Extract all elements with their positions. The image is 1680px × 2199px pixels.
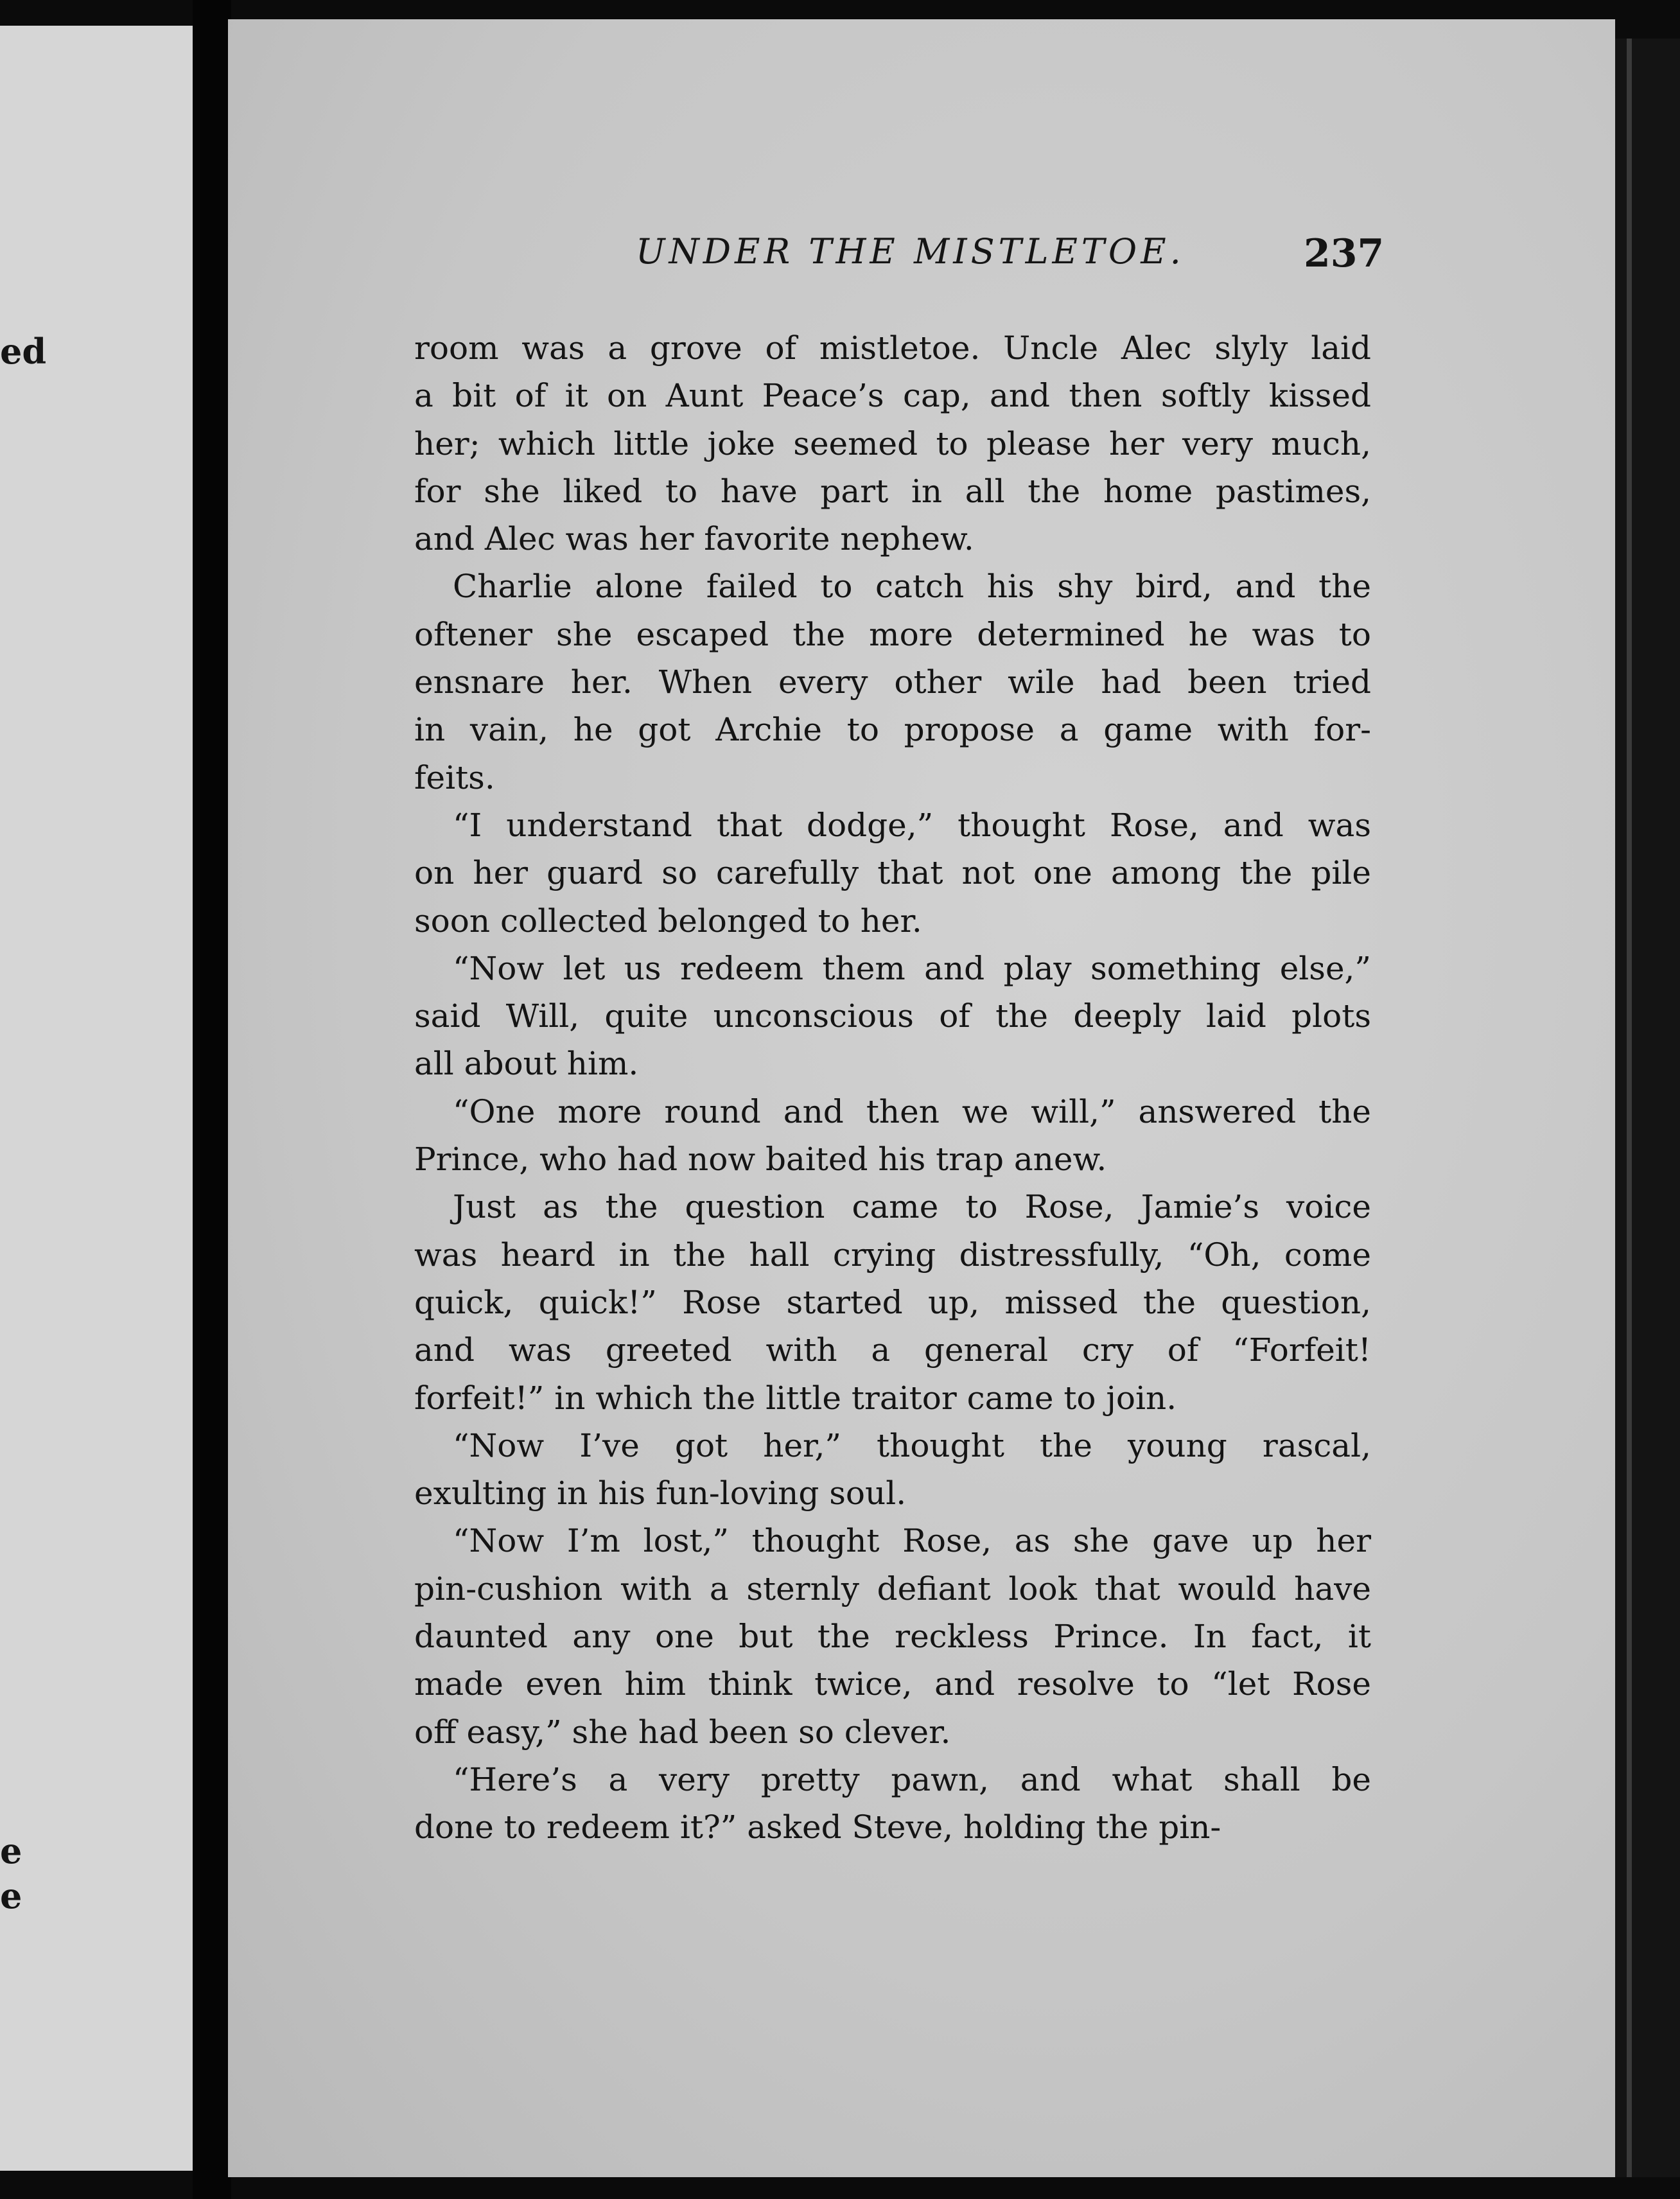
text-line: Charlie alone failed to catch his shy bird, and the <box>453 568 1371 606</box>
text-line: Prince, who had now baited his trap anew. <box>414 1141 1107 1178</box>
text-line: said Will, quite unconscious of the deeply laid plots <box>414 997 1371 1035</box>
book-gutter <box>193 0 231 2199</box>
text-line: feits. <box>414 758 495 796</box>
text-line: on her guard so carefully that not one among the pile <box>414 854 1371 892</box>
left-page-fragment: e <box>0 1830 22 1871</box>
text-line: “Here’s a very pretty pawn, and what shall be <box>453 1760 1371 1798</box>
text-line: for she liked to have part in all the home pastimes, <box>414 472 1371 510</box>
text-line: in vain, he got Archie to propose a game with for- <box>414 711 1371 749</box>
paragraph <box>414 324 1371 563</box>
text-line: Just as the question came to Rose, Jamie’s voice <box>453 1188 1371 1226</box>
text-line: room was a grove of mistletoe. Uncle Alec slyly laid <box>414 329 1371 367</box>
paragraph <box>414 945 1371 1088</box>
text-line: was heard in the hall crying distressfully, “Oh, come <box>414 1236 1371 1274</box>
text-line: “Now let us redeem them and play something else,” <box>453 949 1371 987</box>
paragraph <box>414 563 1371 801</box>
running-head: UNDER THE MISTLETOE. <box>636 231 1185 272</box>
text-line: “One more round and then we will,” answered the <box>453 1092 1371 1130</box>
paragraph <box>414 802 1371 945</box>
paragraph <box>414 1088 1371 1184</box>
paragraph <box>414 1517 1371 1755</box>
body-text <box>414 324 1371 1852</box>
text-line: quick, quick!” Rose started up, missed the question, <box>414 1283 1371 1321</box>
left-page-fragment: ed <box>0 331 47 372</box>
text-line: a bit of it on Aunt Peace’s cap, and then softly kissed <box>414 377 1371 415</box>
text-line: daunted any one but the reckless Prince. In fact, it <box>414 1618 1371 1656</box>
paragraph <box>414 1422 1371 1518</box>
text-line: pin-cushion with a sternly defiant look that would have <box>414 1570 1371 1608</box>
text-line: done to redeem it?” asked Steve, holding the pin- <box>414 1809 1221 1846</box>
paragraph <box>414 1183 1371 1421</box>
text-line: oftener she escaped the more determined he was to <box>414 615 1371 653</box>
page-number: 237 <box>1304 231 1385 276</box>
page-edge <box>1615 39 1680 2177</box>
text-line: “Now I’m lost,” thought Rose, as she gave up her <box>453 1522 1371 1560</box>
paragraph <box>414 1756 1371 1852</box>
left-page-fragment: e <box>0 1875 22 1916</box>
text-line: her; which little joke seemed to please her very much, <box>414 425 1371 462</box>
text-line: ensnare her. When every other wile had been tried <box>414 663 1371 701</box>
text-line: and was greeted with a general cry of “Forfeit! <box>414 1331 1371 1369</box>
text-line: “I understand that dodge,” thought Rose, and was <box>453 806 1371 844</box>
text-line: off easy,” she had been so clever. <box>414 1713 951 1751</box>
text-line: all about him. <box>414 1045 639 1083</box>
text-line: and Alec was her favorite nephew. <box>414 520 974 558</box>
text-line: exulting in his fun-loving soul. <box>414 1475 907 1512</box>
text-line: “Now I’ve got her,” thought the young rascal, <box>453 1426 1371 1464</box>
text-line: forfeit!” in which the little traitor came to join. <box>414 1379 1177 1417</box>
text-line: soon collected belonged to her. <box>414 902 922 940</box>
text-line: made even him think twice, and resolve to “let Rose <box>414 1665 1371 1703</box>
left-facing-page <box>0 26 193 2171</box>
